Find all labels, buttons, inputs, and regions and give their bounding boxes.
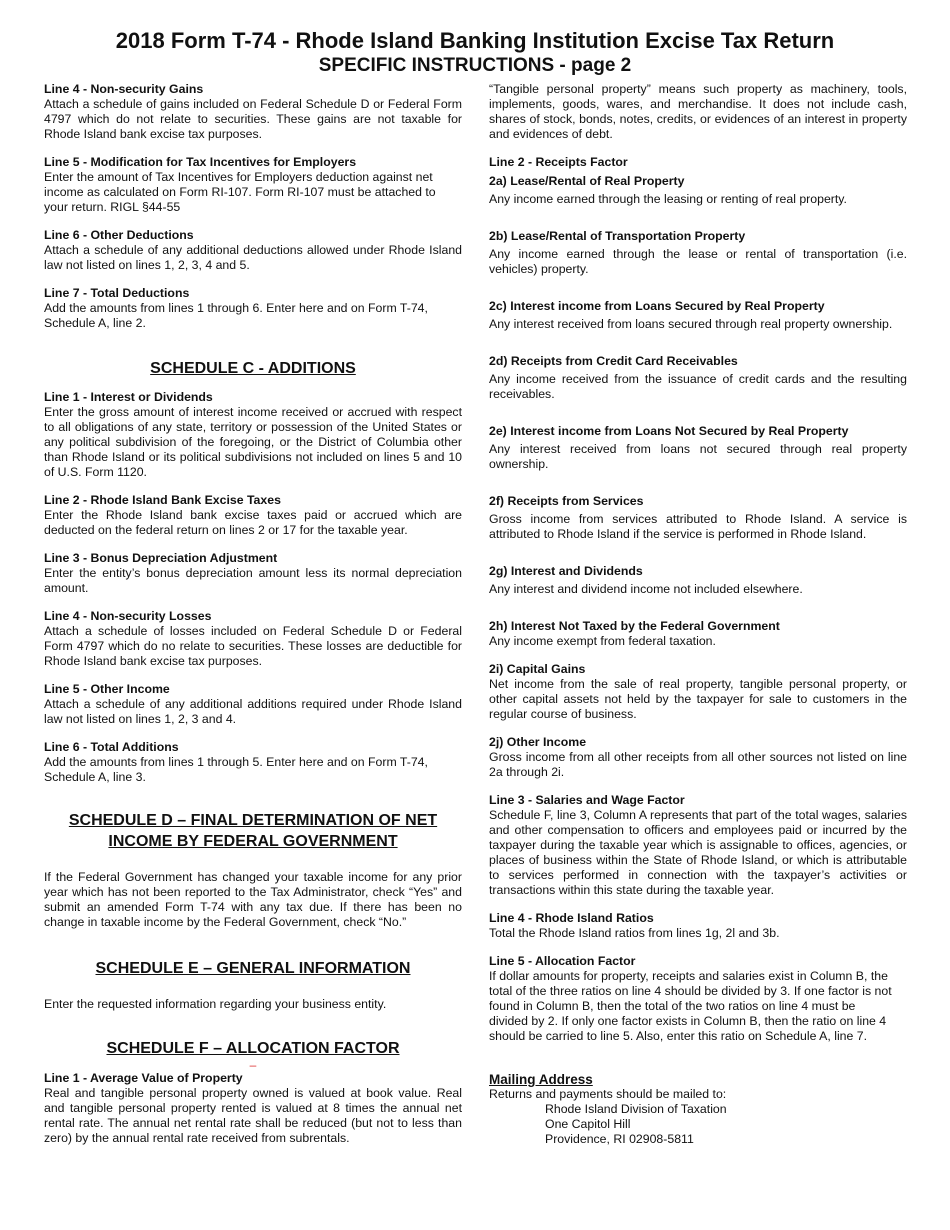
f-line4-text: Total the Rhode Island ratios from lines 1g, 2l and 3b.: [489, 926, 780, 940]
b-line6-heading: Line 6 - Other Deductions: [44, 228, 194, 242]
r2a-text: Any income earned through the leasing or renting of real property.: [489, 192, 847, 206]
c-line5-heading: Line 5 - Other Income: [44, 682, 170, 696]
f-line1-heading: Line 1 - Average Value of Property: [44, 1071, 243, 1085]
c-line6-text: Add the amounts from lines 1 through 5. Enter here and on Form T-74, Schedule A, line 3.: [44, 755, 428, 784]
schedule-f-heading: SCHEDULE F – ALLOCATION FACTOR: [106, 1040, 400, 1057]
r2e-heading: 2e) Interest income from Loans Not Secured by Real Property: [489, 424, 849, 438]
f-line5-text-2: total of the three ratios on line 4 should be divided by 3. If one factor is not: [489, 984, 892, 998]
c-line1-heading: Line 1 - Interest or Dividends: [44, 390, 213, 404]
page-title: 2018 Form T-74 - Rhode Island Banking Institution Excise Tax Return: [115, 28, 835, 53]
schedule-d-heading-line2: INCOME BY FEDERAL GOVERNMENT: [108, 833, 398, 850]
b-line7-text: Add the amounts from lines 1 through 6. Enter here and on Form T-74, Schedule A, line 2.: [44, 301, 428, 330]
r2i-heading: 2i) Capital Gains: [489, 662, 586, 676]
r2h-heading: 2h) Interest Not Taxed by the Federal Government: [489, 619, 780, 633]
f-line5-text-5: should be carried to line 5. Also, enter this ratio on Schedule A, line 7.: [489, 1029, 868, 1043]
c-line2-text: Enter the Rhode Island bank excise taxes paid or accrued which are deducted on the federal return on lines 2 or 17 for the taxable year.: [44, 508, 462, 537]
r2f-text: Gross income from services attributed to Rhode Island. A service is attributed to Rhode Island if the service is performed in Rhode Island.: [489, 512, 907, 541]
r2d-heading: 2d) Receipts from Credit Card Receivables: [489, 354, 738, 368]
f-line5-text-1: If dollar amounts for property, receipts and salaries exist in Column B, the: [489, 969, 888, 983]
left-column: [44, 82, 462, 1146]
r2g-text: Any interest and dividend income not included elsewhere.: [489, 582, 803, 596]
c-line3-heading: Line 3 - Bonus Depreciation Adjustment: [44, 551, 278, 565]
r2c-heading: 2c) Interest income from Loans Secured by Real Property: [489, 299, 825, 313]
b-line4-text: Attach a schedule of gains included on Federal Schedule D or Federal Form 4797 which do not relate to securities. These gains are not taxable for Rhode Island bank excise tax purposes.: [44, 97, 462, 141]
c-line1-text: Enter the gross amount of interest income received or accrued with respect to all obligations of any state, territory or possession of the United States or any political subdivision of the foregoing, or the District of Columbia other than Rhode Island or its political subdivisions not included on lines 5 and 10 of U.S. Form 1120.: [44, 405, 462, 479]
c-line4-text: Attach a schedule of losses included on Federal Schedule D or Federal Form 4797 which do no relate to securities. These losses are deductible for Rhode Island bank excise tax purposes.: [44, 624, 462, 668]
mailing-intro: Returns and payments should be mailed to:: [489, 1087, 727, 1101]
page-subtitle: SPECIFIC INSTRUCTIONS - page 2: [318, 55, 632, 76]
r2b-text: Any income earned through the lease or rental of transportation (i.e. vehicles) property.: [489, 247, 907, 276]
r2j-text: Gross income from all other receipts from all other sources not listed on line 2a through 2i.: [489, 750, 907, 779]
tangible-property-text: “Tangible personal property” means such property as machinery, tools, implements, goods, wares, and merchandise. It does not include cash, shares of stock, bonds, notes, credits, or evidences of an interest in property and evidences of debt.: [489, 82, 907, 141]
c-line3-text: Enter the entity’s bonus depreciation amount less its normal depreciation amount.: [44, 566, 462, 595]
f-line5-text-3: found in Column B, then the total of the two ratios on line 4 must be: [489, 999, 856, 1013]
address-line-2: One Capitol Hill: [545, 1117, 631, 1131]
f-line2-heading: Line 2 - Receipts Factor: [489, 155, 628, 169]
r2f-heading: 2f) Receipts from Services: [489, 494, 644, 508]
f-line4-heading: Line 4 - Rhode Island Ratios: [489, 911, 654, 925]
f-line3-text: Schedule F, line 3, Column A represents that part of the total wages, salaries and other compensation to officers and employees paid or incurred by the taxpayer during the taxable year which is assignable to offices, agencies, or places of business within the State of Rhode Island, or which is attributable to services performed in connection with the taxpayer’s activities or transactions within this state during the taxable year.: [489, 808, 907, 897]
address-line-3: Providence, RI 02908-5811: [545, 1132, 694, 1146]
schedule-d-text: If the Federal Government has changed your taxable income for any prior year which has not been reported to the Tax Administrator, check “Yes” and submit an amended Form T-74 with any tax due. If there has been no change in taxable income by the Federal Government, check “No.”: [44, 870, 462, 929]
schedule-e-heading: SCHEDULE E – GENERAL INFORMATION: [95, 960, 411, 977]
r2j-heading: 2j) Other Income: [489, 735, 587, 749]
schedule-e-text: Enter the requested information regarding your business entity.: [44, 997, 387, 1011]
b-line5-heading: Line 5 - Modification for Tax Incentives for Employers: [44, 155, 357, 169]
r2e-text: Any interest received from loans not secured through real property ownership.: [489, 442, 907, 471]
r2a-heading: 2a) Lease/Rental of Real Property: [489, 174, 685, 188]
schedule-d-heading-line1: SCHEDULE D – FINAL DETERMINATION OF NET: [68, 812, 438, 829]
right-column: [489, 82, 907, 1147]
f-line1-text: Real and tangible personal property owned is valued at book value. Real and tangible personal property rented is valued at 8 times the annual net rental rate. The annual net rental rate shall be reduced (but not to less than zero) by the annual rental rate received from subrentals.: [44, 1086, 462, 1145]
r2d-text: Any income received from the issuance of credit cards and the resulting receivables.: [489, 372, 907, 401]
red-dash-mark: –: [249, 1058, 257, 1072]
b-line4-heading: Line 4 - Non-security Gains: [44, 82, 204, 96]
r2i-text: Net income from the sale of real property, tangible personal property, or other capital assets not held by the taxpayer for sale to customers in the regular course of business.: [489, 677, 907, 721]
r2b-heading: 2b) Lease/Rental of Transportation Property: [489, 229, 746, 243]
r2h-text: Any income exempt from federal taxation.: [489, 634, 716, 648]
schedule-c-heading: SCHEDULE C - ADDITIONS: [150, 360, 356, 377]
f-line5-text-4: divided by 2. If only one factor exists in Column B, then the ratio on line 4: [489, 1014, 887, 1028]
address-line-1: Rhode Island Division of Taxation: [545, 1102, 727, 1116]
f-line3-heading: Line 3 - Salaries and Wage Factor: [489, 793, 685, 807]
c-line4-heading: Line 4 - Non-security Losses: [44, 609, 212, 623]
f-line5-heading: Line 5 - Allocation Factor: [489, 954, 636, 968]
mailing-address-heading: Mailing Address: [489, 1072, 593, 1087]
c-line5-text: Attach a schedule of any additional additions required under Rhode Island law not listed on lines 1, 2, 3 and 4.: [44, 697, 462, 726]
b-line6-text: Attach a schedule of any additional deductions allowed under Rhode Island law not listed on lines 1, 2, 3, 4 and 5.: [44, 243, 462, 272]
b-line7-heading: Line 7 - Total Deductions: [44, 286, 190, 300]
c-line6-heading: Line 6 - Total Additions: [44, 740, 179, 754]
r2c-text: Any interest received from loans secured through real property ownership.: [489, 317, 893, 331]
c-line2-heading: Line 2 - Rhode Island Bank Excise Taxes: [44, 493, 281, 507]
b-line5-text: Enter the amount of Tax Incentives for Employers deduction against net income as calculated on Form RI-107. Form RI-107 must be attached to your return. RIGL §44-55: [44, 170, 436, 214]
r2g-heading: 2g) Interest and Dividends: [489, 564, 643, 578]
